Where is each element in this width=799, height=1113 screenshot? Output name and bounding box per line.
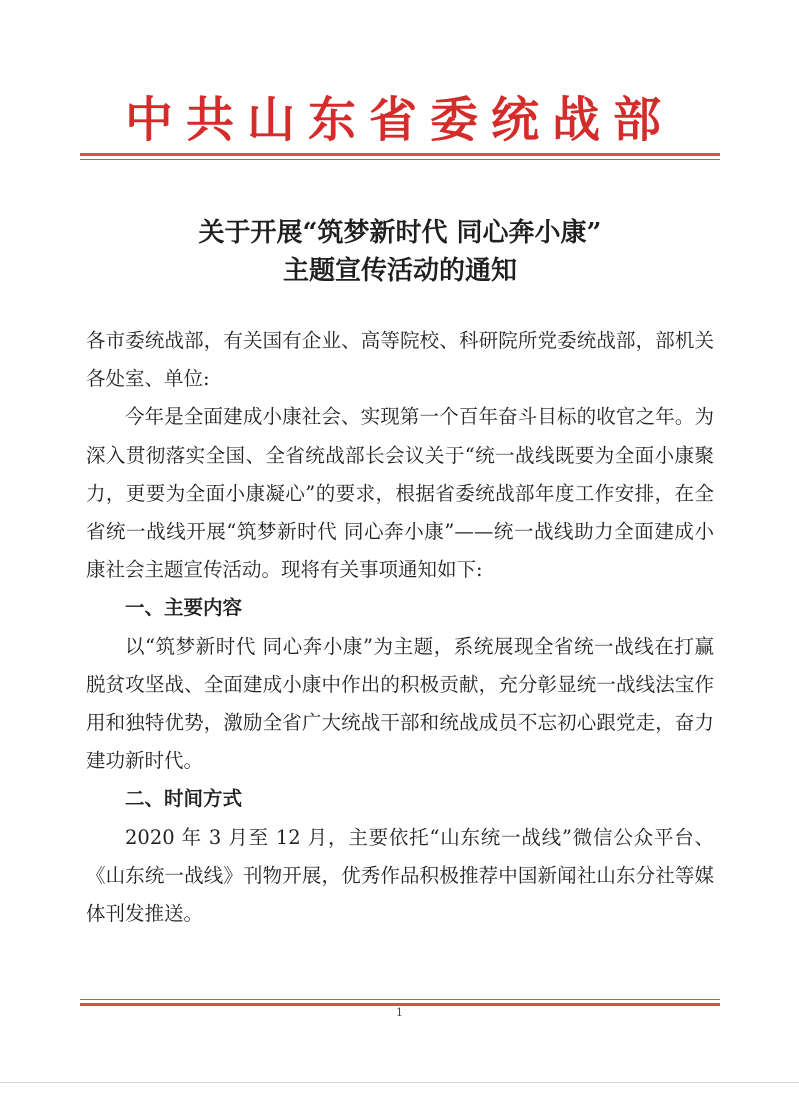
section-heading-2: 二、时间方式 — [125, 787, 243, 811]
salutation: 各市委统战部，有关国有企业、高等院校、科研院所党委统战部，部机关各处室、单位: — [86, 329, 714, 391]
document-title-line-1: 关于开展“筑梦新时代 同心奔小康” — [198, 218, 602, 248]
section-heading-1: 一、主要内容 — [125, 596, 243, 620]
footer-rule-thin — [80, 999, 720, 1000]
section-text-1: 以“筑梦新时代 同心奔小康”为主题，系统展现全省统一战线在打赢脱贫攻坚战、全面建成小康中作出的积极贡献，充分彰显统一战线法宝作用和独特优势，激励全省广大统战干部和统战成员不忘初心跟党走，奋力建功新时代。 — [86, 634, 714, 773]
letterhead-org-name: 中共山东省委统战部 — [124, 92, 674, 148]
section-text-2: 2020 年 3 月至 12 月，主要依托“山东统一战线”微信公众平台、《山东统一战线》刊物开展，优秀作品积极推荐中国新闻社山东分社等媒体刊发推送。 — [86, 825, 714, 926]
intro-paragraph: 今年是全面建成小康社会、实现第一个百年奋斗目标的收官之年。为深入贯彻落实全国、全省统战部长会议关于“统一战线既要为全面小康聚力，更要为全面小康凝心”的要求，根据省委统战部年度工作安排，在全省统一战线开展“筑梦新时代 同心奔小康”——统一战线助力全面建成小康社会主题宣传活动。现将有关事项通知如下: — [86, 405, 714, 582]
page-number: 1 — [396, 1006, 403, 1019]
scan-edge-line — [0, 1082, 799, 1083]
document-title-line-2: 主题宣传活动的通知 — [282, 256, 517, 286]
letterhead-rule-thin — [80, 159, 720, 160]
document-body — [86, 322, 714, 933]
letterhead-rule-thick — [80, 153, 720, 156]
